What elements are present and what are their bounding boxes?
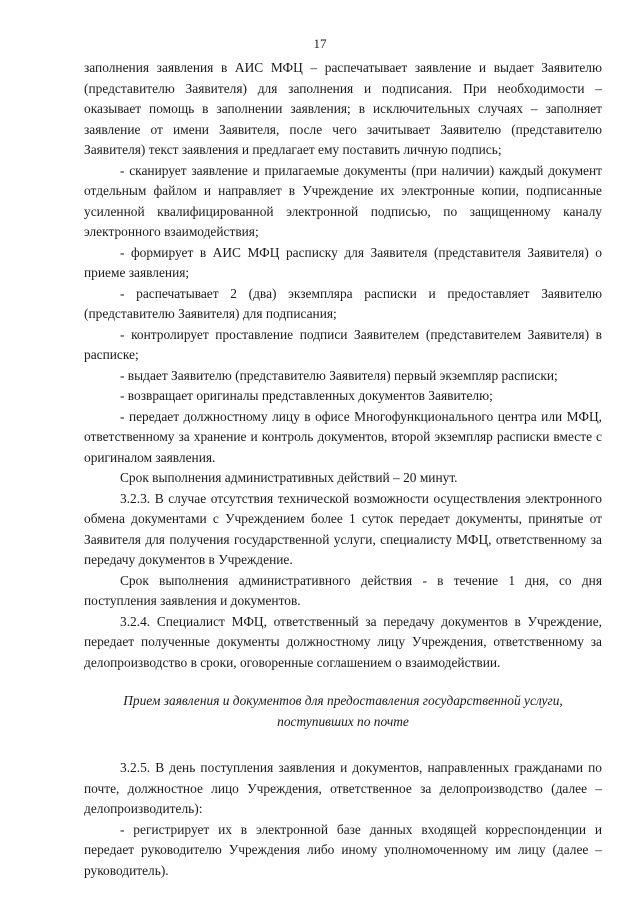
list-item-give-receipt: - выдает Заявителю (представителю Заявителя) первый экземпляр расписки; bbox=[120, 367, 558, 383]
section-heading: Прием заявления и документов для предоставления государственной услуги, поступивших по почте bbox=[123, 693, 563, 729]
paragraph-continuation: заполнения заявления в АИС МФЦ – распечатывает заявление и выдает Заявителю (представителю Заявителя) для заполнения и подписания. При необходимости – оказывает помощь в заполнении заявления; в исключительных случаях – заполняет заявление от имени Заявителя, после чего зачитывает Заявителю (представителю Заявителя) текст заявления и предлагает ему поставить личную подпись; bbox=[84, 60, 602, 157]
page-number: 17 bbox=[313, 36, 327, 51]
page-content bbox=[84, 58, 602, 881]
paragraph-deadline-1: Срок выполнения административных действий – 20 минут. bbox=[120, 470, 458, 485]
paragraph-register: - регистрирует их в электронной базе данных входящей корреспонденции и передает руководителю Учреждения либо иному уполномоченному им лицу (далее – руководитель). bbox=[84, 821, 602, 878]
list-item-form-receipt: - формирует в АИС МФЦ расписку для Заявителя (представителя Заявителя) о приеме заявления; bbox=[84, 244, 602, 280]
list-item-print-receipt: - распечатывает 2 (два) экземпляра расписки и предоставляет Заявителю (представителю Заявителя) для подписания; bbox=[84, 285, 602, 321]
list-item-scan: - сканирует заявление и прилагаемые документы (при наличии) каждый документ отдельным файлом и направляет в Учреждение их электронные копии, подписанные усиленной квалифицированной электронной подписью, по защищенному каналу электронного взаимодействия; bbox=[84, 162, 602, 239]
paragraph-3-2-5: 3.2.5. В день поступления заявления и документов, направленных гражданами по почте, должностное лицо Учреждения, ответственное за делопроизводство (далее – делопроизводитель): bbox=[84, 760, 602, 816]
paragraph-3-2-3: 3.2.3. В случае отсутствия технической возможности осуществления электронного обмена документами с Учреждением более 1 суток передает документы, принятые от Заявителя для получения государственной услуги, специалисту МФЦ, ответственному за передачу документов в Учреждение. bbox=[84, 490, 602, 567]
list-item-return-originals: - возвращает оригиналы представленных документов Заявителю; bbox=[120, 388, 493, 403]
list-item-control-signature: - контролирует проставление подписи Заявителем (представителем Заявителя) в расписке; bbox=[84, 326, 602, 362]
spacer bbox=[84, 673, 602, 691]
paragraph-3-2-4: 3.2.4. Специалист МФЦ, ответственный за передачу документов в Учреждение, передает полученные документы должностному лицу Учреждения, ответственному за делопроизводство в сроки, оговоренные соглашением о взаимодействии. bbox=[84, 613, 602, 670]
list-item-transfer-receipt: - передает должностному лицу в офисе Многофункционального центра или МФЦ, ответственному за хранение и контроль документов, второй экземпляр расписки вместе с оригиналом заявления. bbox=[84, 408, 602, 465]
spacer bbox=[84, 732, 602, 758]
paragraph-deadline-2: Срок выполнения административного действия - в течение 1 дня, со дня поступления заявления и документов. bbox=[84, 572, 602, 608]
